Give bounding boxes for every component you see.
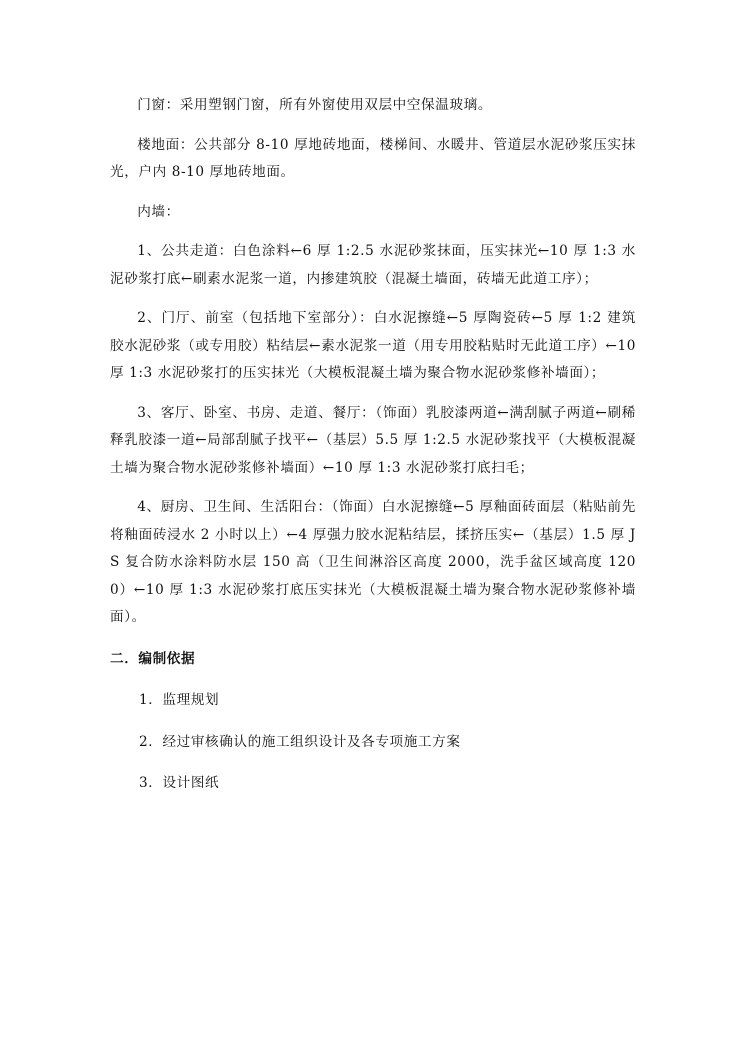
inner-wall-item-4: 4、厨房、卫生间、生活阳台：（饰面）白水泥擦缝←5 厚釉面砖面层（粘贴前先将釉面砖浸水 2 小时以上）←4 厚强力胶水泥粘结层，揉挤压实←（基层）1.5 厚 JS 复合防水涂料防水层 150 高（卫生间淋浴区高度 2000，洗手盆区域高度 1200）←10 厚 1:3 水泥砂浆打底压实抹光（大模板混凝土墙为聚合物水泥砂浆修补墙面）。 [110,499,636,625]
document-page [110,92,636,798]
inner-wall-title: 内墙： [137,203,180,220]
basis-item-2: 2．经过审核确认的施工组织设计及各专项施工方案 [139,733,461,750]
doors-windows-paragraph: 门窗：采用塑钢门窗，所有外窗使用双层中空保温玻璃。 [137,97,493,113]
inner-wall-item-1: 1、公共走道：白色涂料←6 厚 1:2.5 水泥砂浆抹面，压实抹光←10 厚 1:3 水泥砂浆打底←刷素水泥浆一道，内掺建筑胶（混凝土墙面，砖墙无此道工序）； [110,243,636,287]
section-heading-compile-basis: 二．编制依据 [110,650,196,667]
floor-paragraph: 楼地面：公共部分 8-10 厚地砖地面，楼梯间、水暖井、管道层水泥砂浆压实抹光，户内 8-10 厚地砖地面。 [110,136,636,180]
basis-item-3: 3．设计图纸 [139,775,220,791]
inner-wall-item-2: 2、门厅、前室（包括地下室部分）：白水泥擦缝←5 厚陶瓷砖←5 厚 1:2 建筑胶水泥砂浆（或专用胶）粘结层←素水泥浆一道（用专用胶粘贴时无此道工序）←10 厚 1:3 水泥砂浆打的压实抹光（大模板混凝土墙为聚合物水泥砂浆修补墙面）； [110,310,636,381]
basis-item-1: 1．监理规划 [139,692,220,708]
inner-wall-item-3: 3、客厅、卧室、书房、走道、餐厅：（饰面）乳胶漆两道←满刮腻子两道←刷稀释乳胶漆一道←局部刮腻子找平←（基层）5.5 厚 1:2.5 水泥砂浆找平（大模板混凝土墙为聚合物水泥砂浆修补墙面）←10 厚 1:3 水泥砂浆打底扫毛； [110,404,636,476]
